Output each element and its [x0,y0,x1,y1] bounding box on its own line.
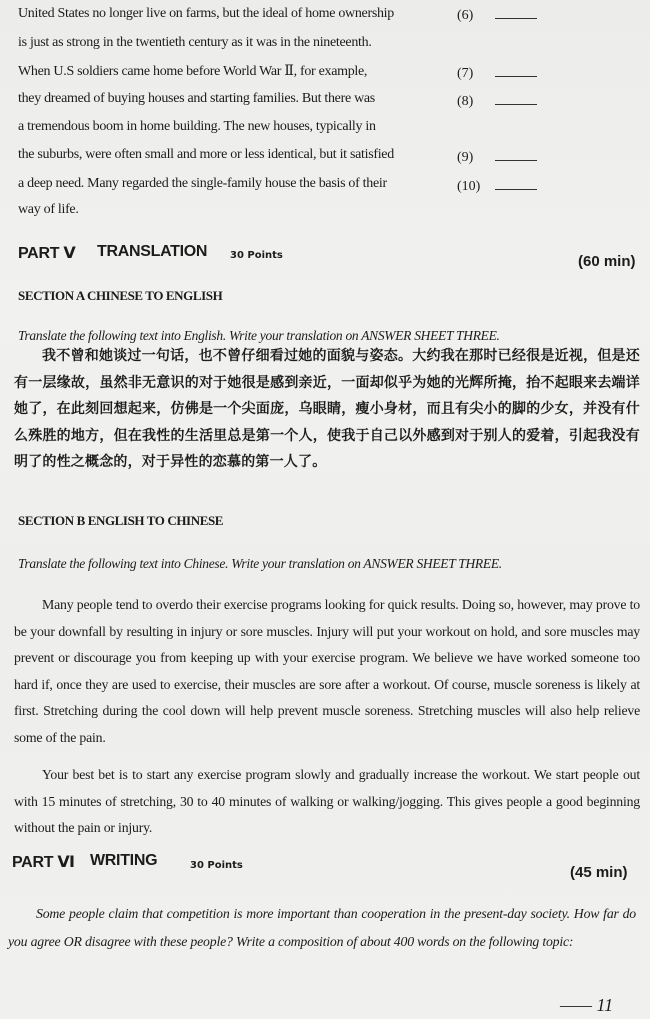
cloze-line: a deep need. Many regarded the single-family house the basis of their [18,176,387,191]
english-passage-paragraph-1: Many people tend to overdo their exercise programs looking for quick results. Doing so, however, may prove to be your downfall by resulting in injury or sore muscles. Injury will put your workout on hold, and sore muscles may prevent or discourage you from keeping up with your exercise program. We believe we have worked someone too hard if, once they are used to exercise, their muscles are sore after a workout. Of course, muscle soreness is likely at first. Stretching during the cool down will help prevent muscle soreness. Stretching muscles will also help relieve some of the pain. [14,597,640,745]
cloze-line: United States no longer live on farms, but the ideal of home ownership [18,6,394,21]
answer-blank-7[interactable]: (7) [457,64,537,82]
part5-time: (60 min) [578,253,636,270]
english-passage-paragraph-2: Your best bet is to start any exercise program slowly and gradually increase the workout. We start people out with 15 minutes of stretching, 30 to 40 minutes of walking or walking/jogging. This gives people a good beginning without the pain or injury. [14,767,640,835]
part6-time: (45 min) [570,864,628,881]
cloze-line: they dreamed of buying houses and starting families. But there was [18,91,375,106]
section-a-instruction: Translate the following text into English. Write your translation on ANSWER SHEET THREE. [18,328,500,343]
section-a-heading: SECTION A CHINESE TO ENGLISH [18,288,223,303]
answer-blank-8[interactable]: (8) [457,92,537,110]
cloze-line: When U.S soldiers came home before World War Ⅱ, for example, [18,64,368,79]
section-b-instruction: Translate the following text into Chinese. Write your translation on ANSWER SHEET THREE. [18,556,502,571]
part5-title: TRANSLATION [97,243,208,260]
answer-blank-6[interactable]: (6) [457,6,537,24]
writing-prompt: Some people claim that competition is more important than cooperation in the present-day society. How far do you agree OR disagree with these people? Write a composition of about 400 words on the following topic: [8,906,636,949]
part6-label: PART Ⅵ [12,854,75,871]
section-b-heading: SECTION B ENGLISH TO CHINESE [18,513,224,528]
chinese-passage: 我不曾和她谈过一句话，也不曾仔细看过她的面貌与姿态。大约我在那时已经很是近视，但是还有一层缘故，虽然非无意识的对于她很是感到亲近，一面却似乎为她的光辉所掩，抬不起眼来去端详她了，在此刻回想起来，仿佛是一个尖面庞，乌眼睛，瘦小身材，而且有尖小的脚的少女，并没有什么殊胜的地方，但在我性的生活里总是第一个人，使我于自己以外感到对于别人的爱着，引起我没有明了的性之概念的，对于异性的恋慕的第一人了。 [14,348,640,470]
part6-points: 30 Points [190,860,243,871]
part6-title: WRITING [90,852,158,869]
part5-points: 30 Points [230,250,283,261]
cloze-line: way of life. [18,202,79,217]
page-number: —— 11 [560,995,614,1015]
answer-blank-10[interactable]: (10) [457,177,537,195]
part5-label: PART Ⅴ [18,245,76,262]
answer-blank-9[interactable]: (9) [457,148,537,166]
cloze-line: a tremendous boom in home building. The new houses, typically in [18,119,376,134]
cloze-line: is just as strong in the twentieth century as it was in the nineteenth. [18,35,372,50]
cloze-line: the suburbs, were often small and more or less identical, but it satisfied [18,147,394,162]
